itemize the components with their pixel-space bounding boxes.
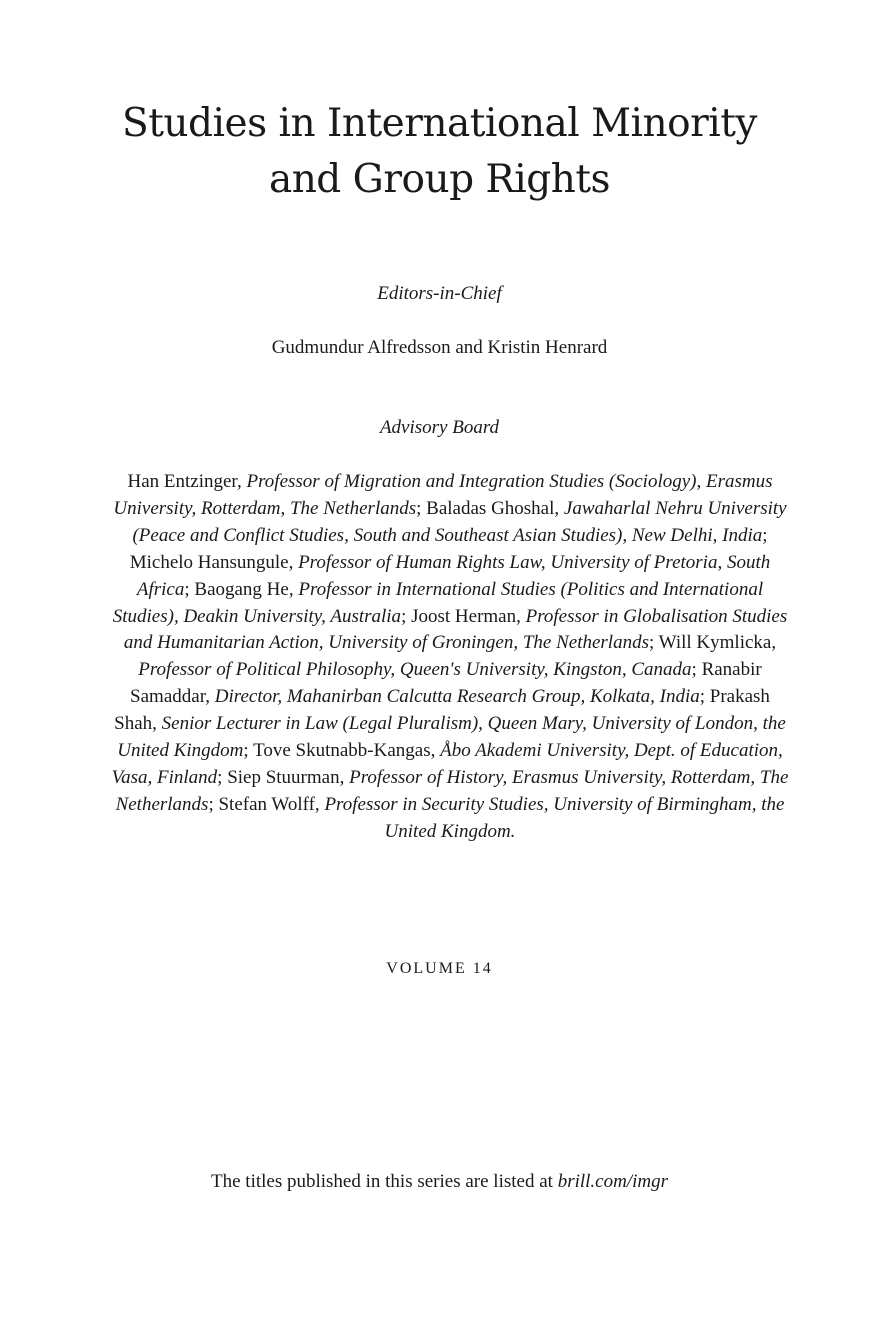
series-url-link[interactable]: brill.com/imgr <box>557 1171 668 1192</box>
member-name: Han Entzinger, <box>127 471 247 492</box>
member-name: Joost Herman, <box>411 605 526 627</box>
member-separator: ; <box>401 605 412 627</box>
member-name: Stefan Wolff, <box>218 793 325 815</box>
member-affiliation: Professor of History, Erasmus University, Rotterdam, The Netherlands <box>115 766 789 815</box>
member-separator: ; <box>699 686 710 708</box>
volume-number: VOLUME 14 <box>386 960 493 977</box>
member-name: Tove Skutnabb-Kangas, <box>253 740 441 762</box>
series-listing-note <box>0 1170 879 1194</box>
member-affiliation: Professor in Globalisation Studies and Humanitarian Action, University of Groningen, The Netherlands <box>123 605 788 654</box>
member-name: Prakash Shah, <box>114 686 770 735</box>
member-separator: ; <box>184 578 195 600</box>
advisory-board-heading: Advisory Board <box>379 417 500 438</box>
member-affiliation: Professor in Security Studies, University of Birmingham, the United Kingdom. <box>324 793 785 842</box>
series-title-line-1: Studies in International Minority <box>122 101 757 146</box>
member-name: Will Kymlicka, <box>658 632 777 654</box>
member-separator: ; <box>208 793 219 815</box>
member-separator: ; <box>648 632 659 654</box>
member-name: Baogang He, <box>194 578 299 600</box>
member-affiliation: Director, Mahanirban Calcutta Research Group, Kolkata, India <box>214 686 700 708</box>
member-separator: ; <box>762 524 768 546</box>
member-name: Michelo Hansungule, <box>129 551 299 573</box>
editors-names: Gudmundur Alfredsson and Kristin Henrard <box>271 337 608 358</box>
member-affiliation: Professor of Migration and Integration Studies (Sociology), Erasmus University, Rotterdam, The Netherlands <box>113 471 773 519</box>
member-affiliation: Professor of Human Rights Law, University of Pretoria, South Africa <box>136 551 771 600</box>
member-affiliation: Professor in International Studies (Politics and International Studies), Deakin University, Australia <box>112 578 764 627</box>
member-separator: ; <box>691 659 702 681</box>
member-name: Ranabir Samaddar, <box>130 659 762 708</box>
advisory-board-list <box>110 469 790 846</box>
editors-heading: Editors-in-Chief <box>377 283 502 304</box>
member-name: Siep Stuurman, <box>227 766 350 788</box>
board-member <box>218 794 784 842</box>
member-separator: ; <box>217 766 228 788</box>
series-title <box>0 96 879 208</box>
member-name: Baladas Ghoshal, <box>426 497 564 519</box>
member-affiliation: Professor of Political Philosophy, Queen's University, Kingston, Canada <box>138 659 692 681</box>
member-separator: ; <box>416 497 427 519</box>
member-separator: ; <box>243 740 254 762</box>
member-affiliation: Jawaharlal Nehru University (Peace and Conflict Studies, South and Southeast Asian Studies), New Delhi, India <box>132 497 787 546</box>
member-affiliation: Åbo Akademi University, Dept. of Education, Vasa, Finland <box>111 740 783 788</box>
member-affiliation: Senior Lecturer in Law (Legal Pluralism), Queen Mary, University of London, the United Kingdom <box>117 713 786 762</box>
series-title-line-2: and Group Rights <box>268 157 611 202</box>
series-listing-text: The titles published in this series are listed at <box>211 1171 558 1192</box>
